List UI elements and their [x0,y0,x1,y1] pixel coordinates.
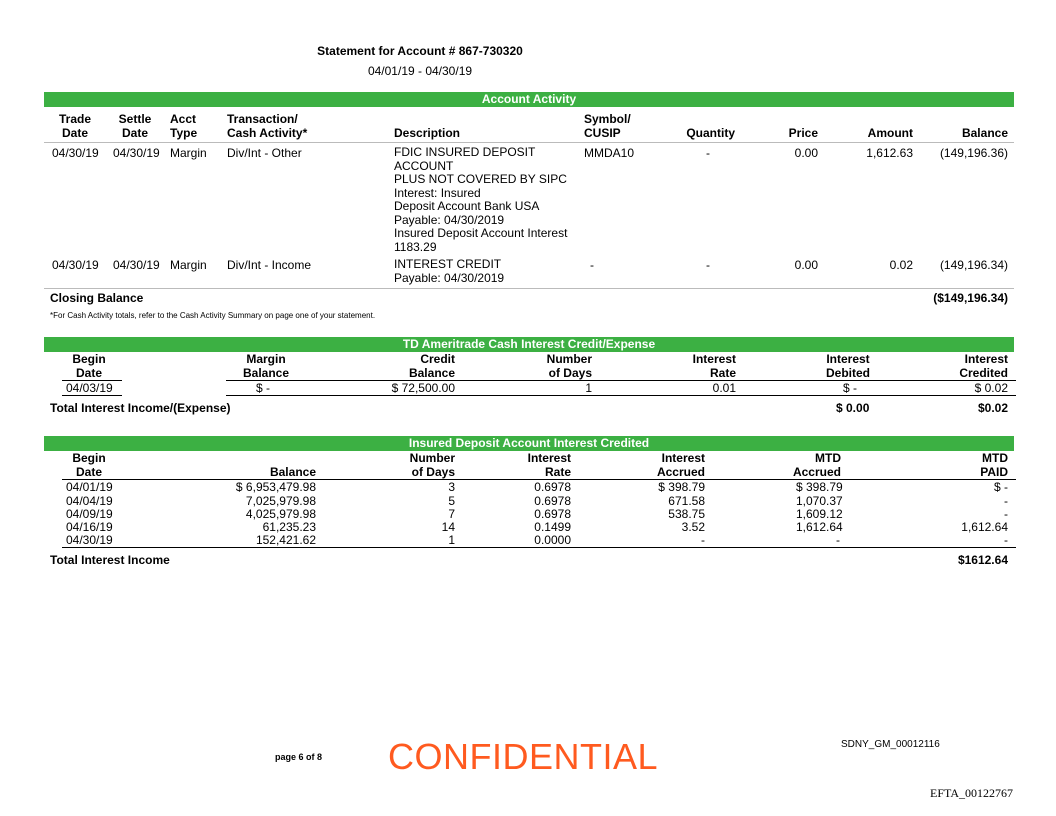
number-of-days: 14 [441,520,455,534]
col-settle-date-line1: Settle [118,112,152,126]
number-of-days: 1 [585,381,592,395]
col-interest-credited [928,352,1008,380]
col-begin-date [50,451,128,479]
bates-number: SDNY_GM_00012116 [841,739,940,750]
quantity: - [706,146,710,160]
col-mtd-accrued-line2: Accrued [792,465,841,479]
description-line: Interest: Insured [394,185,481,200]
interest-debited: $ - [843,381,858,395]
balance: (149,196.36) [939,146,1008,160]
col-number-of-days [512,352,592,380]
mtd-paid: - [1004,507,1008,521]
col-number-of-days [375,451,455,479]
balance: $ 6,953,479.98 [235,480,316,494]
col-acct-type-line1: Acct [170,112,197,126]
col-begin-date [50,352,128,380]
balance: (149,196.34) [939,258,1008,272]
description-line: Insured Deposit Account Interest [394,226,568,240]
mtd-accrued: $ 398.79 [796,480,843,494]
cash-header-underline [226,380,1016,381]
begin-date: 04/04/19 [66,494,113,508]
col-trade-date [50,112,100,140]
col-rate-line1: Interest [527,451,571,465]
begin-date: 04/01/19 [66,480,113,494]
description-line: Payable: 04/30/2019 [394,212,505,227]
amount: 0.02 [889,258,913,272]
account-activity-bar: Account Activity [44,92,1014,107]
number-of-days: 3 [448,480,455,494]
acct-type: Margin [170,258,207,272]
col-mtd-paid [928,451,1008,479]
description-line: INTEREST CREDIT [394,257,502,271]
closing-balance-label: Closing Balance [50,291,144,305]
col-mtd-paid-line2: PAID [980,465,1008,479]
col-days-line1: Number [546,352,592,366]
settle-date: 04/30/19 [113,146,160,160]
col-transaction-line2: Cash Activity* [227,126,308,140]
settle-date: 04/30/19 [113,258,160,272]
col-begin-date-line1: Begin [72,352,106,366]
interest-rate: 0.0000 [534,533,571,547]
cash-interest-bar: TD Ameritrade Cash Interest Credit/Expense [44,337,1014,352]
statement-title: Statement for Account # 867-730320 [317,44,523,58]
insured-rows-underline [62,547,1016,548]
trade-date: 04/30/19 [52,146,99,160]
col-days-line2: of Days [548,366,592,380]
description-line: PLUS NOT COVERED BY SIPC [394,172,567,186]
mtd-paid: $ - [993,480,1008,494]
price: 0.00 [794,258,818,272]
col-margin-balance-line2: Balance [242,366,290,380]
col-symbol [584,112,631,140]
description-line: Payable: 04/30/2019 [394,270,505,285]
credit-balance: $ 72,500.00 [391,381,455,395]
col-begin-date-line1: Begin [72,451,106,465]
col-acct-type [170,112,197,140]
acct-type: Margin [170,146,207,160]
col-price: Price [788,126,818,140]
description-line: Deposit Account Bank USA [394,199,540,213]
col-settle-date [110,112,160,140]
col-symbol-line2: CUSIP [584,126,621,140]
closing-balance-value: ($149,196.34) [933,291,1008,305]
col-balance: Balance [269,465,316,479]
mtd-paid: - [1004,533,1008,547]
begin-date: 04/09/19 [66,507,113,521]
description [394,146,567,254]
interest-rate: 0.6978 [534,480,571,494]
col-transaction-line1: Transaction/ [227,112,298,126]
col-credit-balance-line1: Credit [420,352,455,366]
interest-accrued: - [701,533,705,547]
balance: 4,025,979.98 [245,507,316,521]
col-mtd-accrued [761,451,841,479]
col-credit-balance [375,352,455,380]
cash-total-debited: $ 0.00 [836,401,870,415]
footnote: *For Cash Activity totals, refer to the Cash Activity Summary on page one of your statement. [50,311,376,320]
interest-rate: 0.01 [712,381,736,395]
activity-closing-rule [44,288,1014,289]
insured-deposit-bar: Insured Deposit Account Interest Credited [44,436,1014,451]
activity-header-rule [44,142,1014,143]
col-trade-date-line1: Trade [58,112,91,126]
balance: 7,025,979.98 [245,494,316,508]
col-rate-line2: Rate [709,366,736,380]
efta-number: EFTA_00122767 [930,786,1014,800]
price: 0.00 [794,146,818,160]
col-rate-line1: Interest [692,352,736,366]
cash-total-label: Total Interest Income/(Expense) [50,401,231,415]
page-number: page 6 of 8 [275,752,323,762]
insured-total-label: Total Interest Income [50,553,170,567]
col-margin-balance-line1: Margin [246,352,286,366]
col-days-line1: Number [409,451,455,465]
col-credit-balance-line2: Balance [408,366,455,380]
interest-rate: 0.6978 [534,494,571,508]
col-margin-balance [226,352,306,380]
col-description: Description [394,126,461,140]
col-acct-type-line2: Type [170,126,198,140]
cash-total-credited: $0.02 [977,401,1008,415]
balance: 152,421.62 [255,533,316,547]
col-symbol-line1: Symbol/ [584,112,631,126]
interest-accrued: 538.75 [668,507,705,521]
col-mtd-accrued-line1: MTD [815,451,841,465]
transaction: Div/Int - Income [227,258,312,272]
col-quantity: Quantity [686,126,735,140]
symbol: MMDA10 [584,146,635,160]
description-line: ACCOUNT [394,158,454,173]
interest-rate: 0.1499 [534,520,571,534]
trade-date: 04/30/19 [52,258,99,272]
cash-row-underline [62,395,122,396]
mtd-accrued: 1,070.37 [796,494,843,508]
symbol: - [590,258,594,272]
col-settle-date-line2: Date [121,126,148,140]
interest-credited: $ 0.02 [974,381,1008,395]
mtd-accrued: 1,612.64 [796,520,843,534]
begin-date: 04/03/19 [66,381,113,395]
balance: 61,235.23 [262,520,316,534]
col-interest-rate [656,352,736,380]
col-begin-date-line2: Date [75,366,102,380]
col-credited-line1: Interest [964,352,1008,366]
col-interest-rate [491,451,571,479]
interest-accrued: $ 398.79 [658,480,705,494]
col-interest-accrued [625,451,705,479]
col-rate-line2: Rate [544,465,571,479]
mtd-accrued: 1,609.12 [796,507,843,521]
col-accrued-line2: Accrued [656,465,705,479]
interest-accrued: 3.52 [681,520,705,534]
amount: 1,612.63 [866,146,913,160]
mtd-paid: 1,612.64 [961,520,1008,534]
mtd-paid: - [1004,494,1008,508]
number-of-days: 1 [448,533,455,547]
transaction: Div/Int - Other [227,146,302,160]
number-of-days: 5 [448,494,455,508]
col-trade-date-line2: Date [61,126,88,140]
quantity: - [706,258,710,272]
cash-row-underline [226,395,1016,396]
insured-total-value: $1612.64 [957,553,1008,567]
statement-period: 04/01/19 - 04/30/19 [367,64,473,78]
col-debited-line1: Interest [826,352,870,366]
col-amount: Amount [867,126,913,140]
col-days-line2: of Days [411,465,455,479]
description-line: 1183.29 [394,239,437,254]
col-interest-debited [808,352,888,380]
col-transaction [227,112,307,140]
confidential-stamp: CONFIDENTIAL [388,736,659,777]
col-balance: Balance [961,126,1008,140]
margin-balance: $ - [256,381,271,395]
description-line: FDIC INSURED DEPOSIT [394,145,536,159]
col-accrued-line1: Interest [661,451,705,465]
col-mtd-paid-line1: MTD [982,451,1008,465]
interest-accrued: 671.58 [668,494,705,508]
col-credited-line2: Credited [959,366,1008,380]
begin-date: 04/30/19 [66,533,113,547]
col-debited-line2: Debited [825,366,870,380]
interest-rate: 0.6978 [534,507,571,521]
col-begin-date-line2: Date [75,465,102,479]
mtd-accrued: - [836,533,840,547]
number-of-days: 7 [448,507,455,521]
description [394,258,504,285]
begin-date: 04/16/19 [66,520,113,534]
